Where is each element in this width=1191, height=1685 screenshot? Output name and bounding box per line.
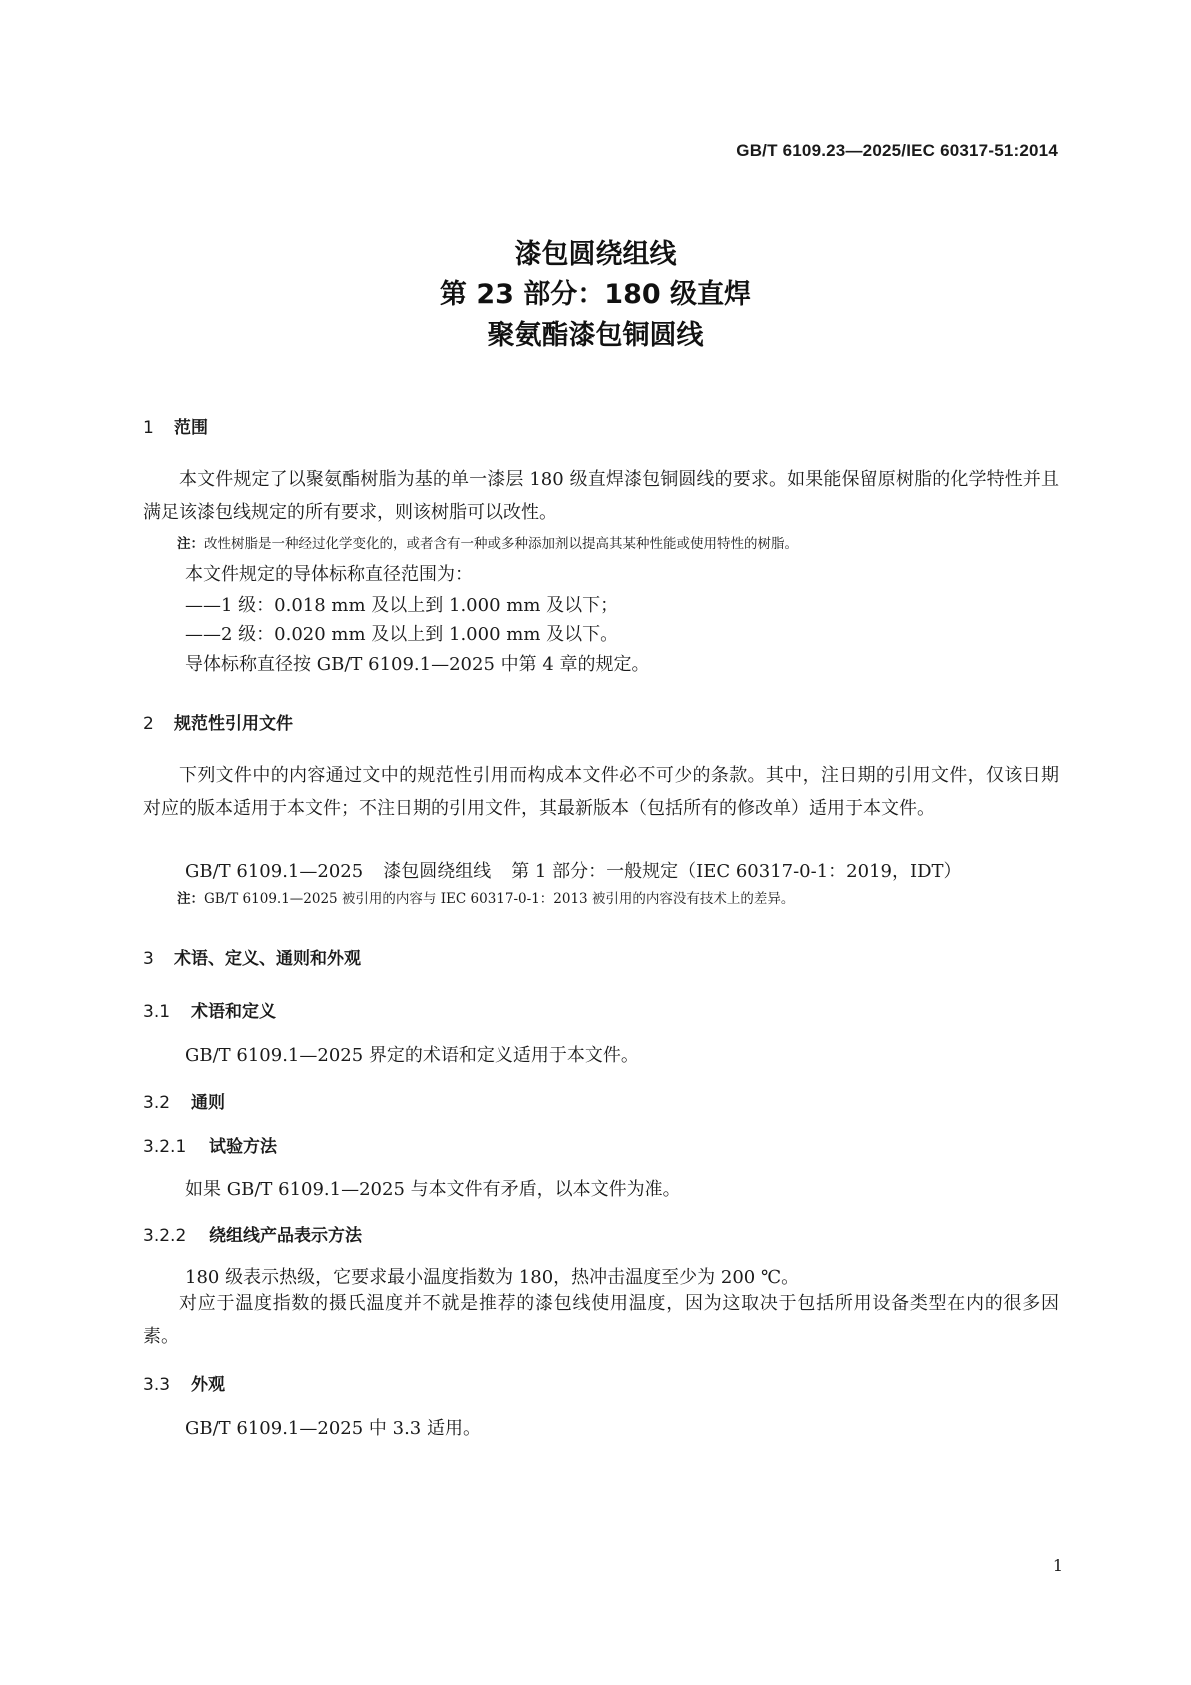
note-label: 注： (177, 536, 204, 552)
section-1-paragraph-2: 本文件规定的导体标称直径范围为： (185, 564, 473, 585)
note-text: GB/T 6109.1—2025 被引用的内容与 IEC 60317-0-1：2013 被引用的内容没有技术上的差异。 (204, 891, 795, 907)
reference-code: GB/T 6109.1—2025 (185, 861, 364, 882)
title-line-1: 漆包圆绕组线 (514, 239, 677, 270)
section-1-paragraph-3: 导体标称直径按 GB/T 6109.1—2025 中第 4 章的规定。 (185, 654, 650, 675)
reference-title: 漆包圆绕组线 (383, 861, 492, 882)
section-2-note (177, 887, 794, 907)
subsection-3-2-2-paragraph-2: 对应于温度指数的摄氏温度并不就是推荐的漆包线使用温度，因为这取决于包括所用设备类型在内的很多因素。 (143, 1293, 1059, 1347)
subsection-title: 通则 (191, 1093, 225, 1113)
subsection-number: 3.2.2 (143, 1226, 187, 1246)
subsection-number: 3.2 (143, 1093, 171, 1113)
subsection-number: 3.2.1 (143, 1137, 187, 1157)
section-title: 规范性引用文件 (174, 714, 293, 734)
section-2-paragraph: 下列文件中的内容通过文中的规范性引用而构成本文件必不可少的条款。其中，注日期的引用文件，仅该日期对应的版本适用于本文件；不注日期的引用文件，其最新版本（包括所有的修改单）适用于本文件。 (143, 765, 1059, 819)
note-text: 改性树脂是一种经过化学变化的，或者含有一种或多种添加剂以提高其某种性能或使用特性的树脂。 (204, 536, 798, 552)
title-line-3: 聚氨酯漆包铜圆线 (487, 320, 704, 351)
subsection-title: 绕组线产品表示方法 (209, 1226, 362, 1246)
section-number: 2 (143, 714, 154, 734)
section-number: 1 (143, 418, 154, 438)
note-label: 注： (177, 891, 204, 907)
section-number: 3 (143, 949, 154, 969)
subsection-3-2-2-heading (143, 1221, 362, 1246)
reference-part: 第 1 部分：一般规定（IEC 60317-0-1：2019，IDT） (511, 861, 962, 882)
section-title: 术语、定义、通则和外观 (174, 949, 361, 969)
subsection-number: 3.1 (143, 1002, 171, 1022)
subsection-3-2-1-heading (143, 1132, 277, 1157)
subsection-title: 试验方法 (209, 1137, 277, 1157)
subsection-number: 3.3 (143, 1375, 171, 1395)
section-1-heading (143, 413, 208, 438)
section-title: 范围 (174, 418, 208, 438)
normative-reference (185, 857, 962, 883)
subsection-3-3-paragraph: GB/T 6109.1—2025 中 3.3 适用。 (185, 1418, 481, 1439)
subsection-title: 术语和定义 (191, 1002, 276, 1022)
subsection-title: 外观 (191, 1375, 225, 1395)
section-3-heading (143, 944, 361, 969)
subsection-3-2-2-paragraph-1: 180 级表示热级，它要求最小温度指数为 180，热冲击温度至少为 200 ℃。 (185, 1267, 800, 1288)
title-line-2: 第 23 部分：180 级直焊 (439, 279, 752, 310)
document-id: GB/T 6109.23—2025/IEC 60317-51:2014 (736, 141, 1058, 160)
subsection-3-2-1-paragraph: 如果 GB/T 6109.1—2025 与本文件有矛盾，以本文件为准。 (185, 1179, 681, 1200)
page-number: 1 (1052, 1556, 1063, 1575)
section-1-paragraph-1: 本文件规定了以聚氨酯树脂为基的单一漆层 180 级直焊漆包铜圆线的要求。如果能保留原树脂的化学特性并且满足该漆包线规定的所有要求，则该树脂可以改性。 (143, 469, 1059, 523)
list-item: ——1 级：0.018 mm 及以上到 1.000 mm 及以下； (185, 595, 619, 616)
section-2-heading (143, 709, 293, 734)
subsection-3-1-paragraph: GB/T 6109.1—2025 界定的术语和定义适用于本文件。 (185, 1045, 639, 1066)
subsection-3-1-heading (143, 997, 276, 1022)
subsection-3-2-heading (143, 1088, 225, 1113)
subsection-3-3-heading (143, 1370, 225, 1395)
section-1-note (177, 532, 798, 552)
list-item: ——2 级：0.020 mm 及以上到 1.000 mm 及以下。 (185, 624, 619, 645)
